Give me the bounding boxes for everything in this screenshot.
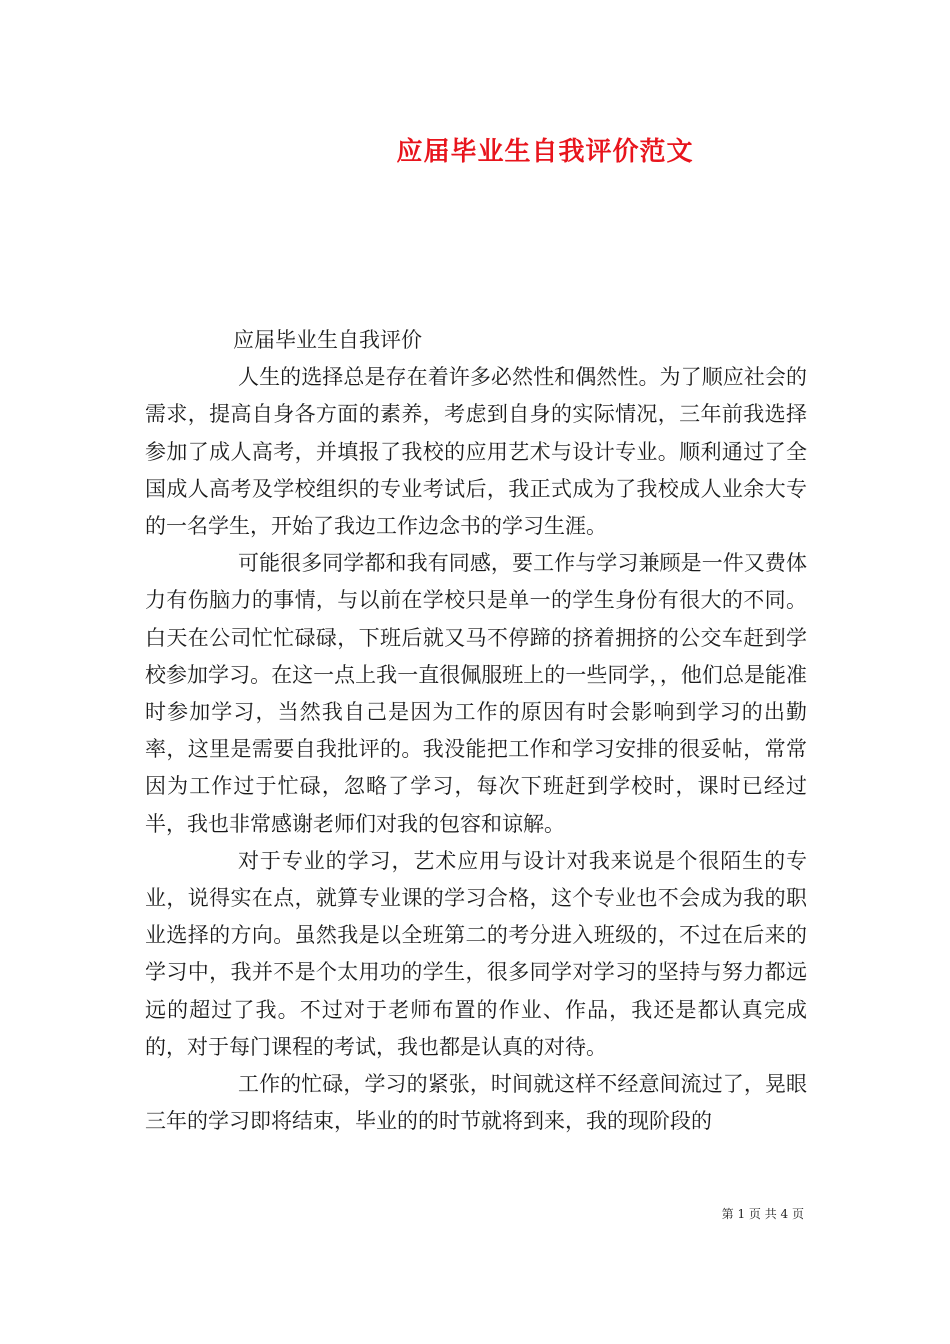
page-number-footer: 第 1 页 共 4 页	[721, 1207, 804, 1221]
document-title: 应届毕业生自我评价范文	[396, 137, 694, 167]
paragraph-4: 工作的忙碌，学习的紧张，时间就这样不经意间流过了，晃眼三年的学习即将结束，毕业的的时节就将到来，我的现阶段的	[145, 1072, 807, 1134]
paragraph-2: 可能很多同学都和我有同感，要工作与学习兼顾是一件又费体力有伤脑力的事情，与以前在学校只是单一的学生身份有很大的不同。白天在公司忙忙碌碌，下班后就又马不停蹄的挤着拥挤的公交车赶到学校参加学习。在这一点上我一直很佩服班上的一些同学，，他们总是能准时参加学习，当然我自己是因为工作的原因有时会影响到学习的出勤率，这里是需要自我批评的。我没能把工作和学习安排的很妥帖，常常因为工作过于忙碌，忽略了学习，每次下班赶到学校时，课时已经过半，我也非常感谢老师们对我的包容和谅解。	[145, 551, 807, 836]
paragraph-1: 人生的选择总是存在着许多必然性和偶然性。为了顺应社会的需求，提高自身各方面的素养，考虑到自身的实际情况，三年前我选择参加了成人高考，并填报了我校的应用艺术与设计专业。顺利通过了全国成人高考及学校组织的专业考试后，我正式成为了我校成人业余大专的一名学生，开始了我边工作边念书的学习生涯。	[145, 365, 807, 539]
document-body	[145, 322, 807, 1140]
paragraph-3: 对于专业的学习，艺术应用与设计对我来说是个很陌生的专业，说得实在点，就算专业课的学习合格，这个专业也不会成为我的职业选择的方向。虽然我是以全班第二的考分进入班级的，不过在后来的学习中，我并不是个太用功的学生，很多同学对学习的坚持与努力都远远的超过了我。不过对于老师布置的作业、作品，我还是都认真完成的，对于每门课程的考试，我也都是认真的对待。	[145, 848, 807, 1059]
section-subtitle: 应届毕业生自我评价	[233, 328, 422, 352]
